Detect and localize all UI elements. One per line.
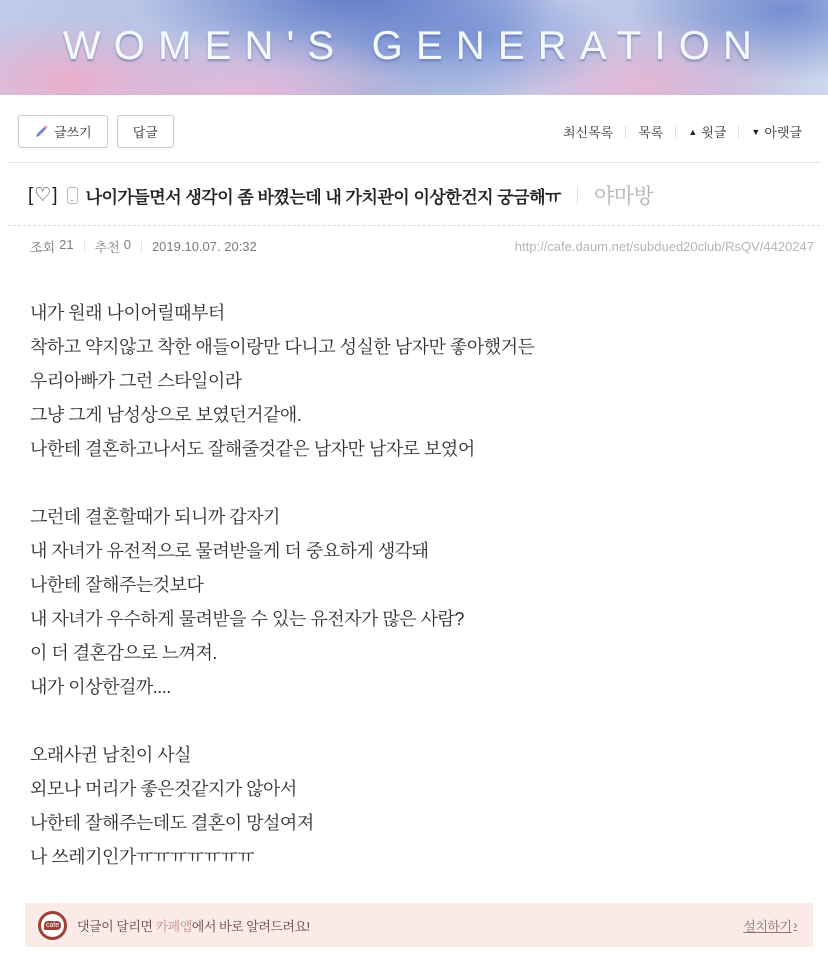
arrow-up-icon: ▲ [688,126,698,137]
view-count-value: 21 [59,237,74,252]
body-line: 나한테 잘해주는데도 결혼이 망설여져 [30,813,314,833]
body-line: 착하고 약지않고 착한 애들이랑만 다니고 성실한 남자만 좋아했거든 [30,337,535,357]
body-line: 내가 이상한걸까.... [30,677,171,697]
body-line: 나 쓰레기인가ㅠㅠㅠㅠㅠㅠㅠ [30,847,255,867]
post-date: 2019.10.07. 20:32 [151,239,257,254]
cafe-logo-icon [38,911,67,940]
nav-next-post[interactable] [739,122,814,141]
promo-message-pre: 댓글이 달리면 [77,918,156,934]
reply-button-label: 답글 [132,125,158,140]
pencil-icon [34,125,48,139]
like-count-label: 추천 [94,240,120,255]
title-divider [577,187,578,203]
promo-message-highlight: 카페앱 [155,918,192,934]
cafe-app-promo-banner [25,903,813,947]
nav-list[interactable] [626,122,675,141]
banner-title: WOMEN'S GENERATION [62,24,766,68]
post-title-row [0,163,828,225]
body-line: 나한테 결혼하고나서도 잘해줄것같은 남자만 남자로 보였어 [30,439,475,459]
post-title: 나이가들면서 생각이 좀 바꼈는데 내 가치관이 이상한건지 궁금해ㅠ [85,187,561,207]
post-stats [30,237,257,256]
promo-message-post: 에서 바로 알려드려요! [191,918,310,934]
body-line: 그런데 결혼할때가 되니까 갑자기 [30,507,280,527]
body-line: 이 더 결혼감으로 느껴져. [30,643,217,663]
header-banner [0,0,828,95]
board-name[interactable]: 야마방 [593,185,654,208]
write-button-label: 글쓰기 [54,125,92,140]
post-nav-links [551,122,814,141]
meta-divider [84,241,85,252]
body-line: 외모나 머리가 좋은것같지가 않아서 [30,779,297,799]
like-count-value: 0 [123,237,131,252]
post-paragraph [30,296,798,466]
toolbar-buttons [18,115,174,148]
body-line: 내 자녀가 유전적으로 물려받을게 더 중요하게 생각돼 [30,541,429,561]
arrow-down-icon: ▼ [751,126,761,137]
heart-bracket-icon: [♡] [28,184,59,206]
chevron-right-icon: › [793,918,797,932]
post-meta-row [0,226,828,256]
like-count [95,237,131,256]
post-body [30,296,798,874]
nav-prev-post-label: 윗글 [701,125,727,140]
install-app-label: 설치하기 [743,918,792,934]
post-url[interactable]: http://cafe.daum.net/subdued20club/RsQV/4420247 [514,239,814,254]
write-button[interactable] [18,115,108,148]
cafe-logo-label: cafe [45,921,60,929]
post-paragraph [30,500,798,704]
view-count [30,237,74,256]
body-line: 나한테 잘해주는것보다 [30,575,204,595]
toolbar [18,115,814,148]
body-line: 우리아빠가 그런 스타일이라 [30,371,242,391]
nav-prev-post[interactable] [676,122,738,141]
install-app-link[interactable] [743,916,797,935]
body-line: 오래사귄 남친이 사실 [30,745,191,765]
nav-list-label: 목록 [638,125,664,140]
nav-latest-list-label: 최신목록 [562,125,614,140]
reply-button[interactable] [117,115,174,148]
nav-next-post-label: 아랫글 [764,125,802,140]
view-count-label: 조회 [30,240,56,255]
body-line: 내 자녀가 우수하게 물려받을 수 있는 유전자가 많은 사람? [30,609,464,629]
promo-message [77,916,310,935]
meta-divider [141,241,142,252]
body-line: 그냥 그게 남성상으로 보였던거같애. [30,405,302,425]
nav-latest-list[interactable] [551,122,625,141]
body-line: 내가 원래 나이어릴때부터 [30,303,225,323]
post-paragraph [30,738,798,874]
mobile-phone-icon [67,187,78,204]
